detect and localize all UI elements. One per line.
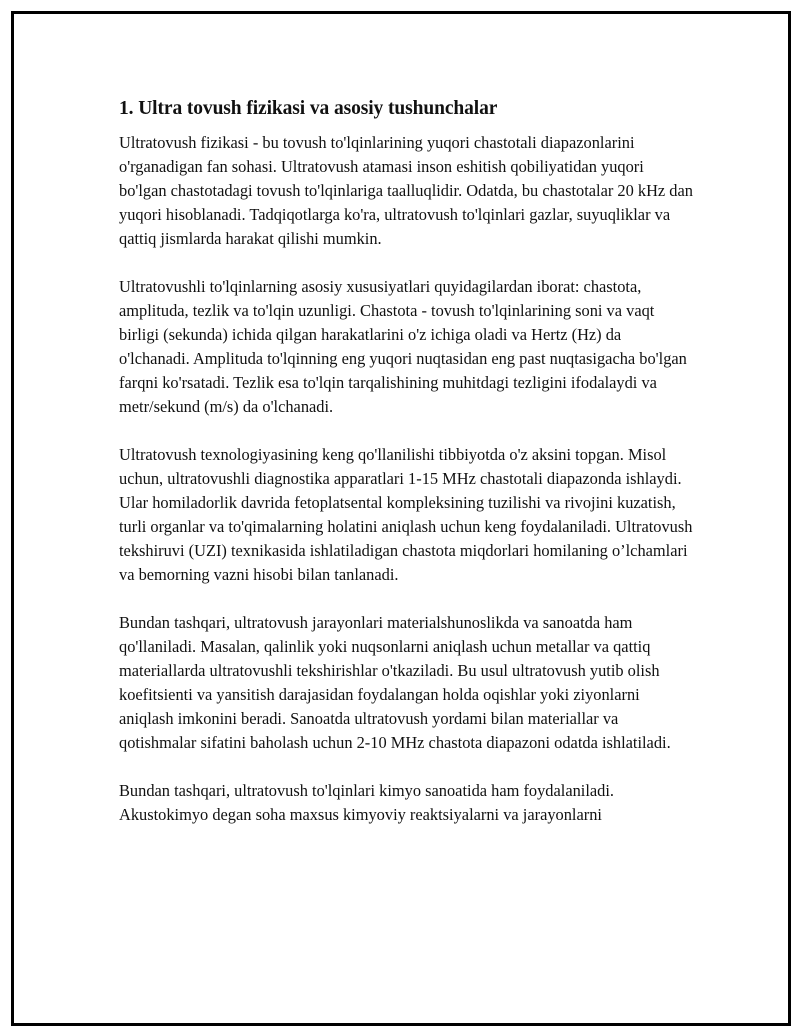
section-heading: 1. Ultra tovush fizikasi va asosiy tushunchalar [119,98,498,119]
page-content [119,95,694,851]
document-page [11,11,791,1026]
paragraph-5: Bundan tashqari, ultratovush to'lqinlari kimyo sanoatida ham foydalaniladi. Akustokimyo degan soha maxsus kimyoviy reaktsiyalarni va jarayonlarni [119,781,615,824]
paragraph-3: Ultratovush texnologiyasining keng qo'llanilishi tibbiyotda o'z aksini topgan. Misol uchun, ultratovushli diagnostika apparatlari 1-15 MHz chastotali diapazonda ishlaydi. Ular homiladorlik davrida fetoplatsental kompleksining tuzilishi va rivojini kuzatish, turli organlar va to'qimalarning holatini aniqlash uchun keng foydalaniladi. Ultratovush tekshiruvi (UZI) texnikasida ishlatiladigan chastota miqdorlari homilaning o’lchamlari va bemorning vazni hisobi bilan tanlanadi. [119,445,693,584]
paragraph-1: Ultratovush fizikasi - bu tovush to'lqinlarining yuqori chastotali diapazonlarini o'rganadigan fan sohasi. Ultratovush atamasi inson eshitish qobiliyatidan yuqori bo'lgan chastotadagi tovush to'lqinlariga taalluqlidir. Odatda, bu chastotalar 20 kHz dan yuqori hisoblanadi. Tadqiqotlarga ko'ra, ultratovush to'lqinlari gazlar, suyuqliklar va qattiq jismlarda harakat qilishi mumkin. [119,133,693,248]
paragraph-2: Ultratovushli to'lqinlarning asosiy xususiyatlari quyidagilardan iborat: chastota, amplituda, tezlik va to'lqin uzunligi. Chastota - tovush to'lqinlarining soni va vaqt birligi (sekunda) ichida qilgan harakatlarini o'z ichiga oladi va Hertz (Hz) da o'lchanadi. Amplituda to'lqinning eng yuqori nuqtasidan eng past nuqtasigacha bo'lgan farqni ko'rsatadi. Tezlik esa to'lqin tarqalishining muhitdagi tezligini ifodalaydi va metr/sekund (m/s) da o'lchanadi. [119,277,687,416]
paragraph-4: Bundan tashqari, ultratovush jarayonlari materialshunoslikda va sanoatda ham qo'llaniladi. Masalan, qalinlik yoki nuqsonlarni aniqlash uchun metallar va qattiq materiallarda ultratovushli tekshirishlar o'tkaziladi. Bu usul ultratovush yutib olish koefitsienti va yansitish darajasidan foydalangan holda oqishlar yoki ziyonlarni aniqlash imkonini beradi. Sanoatda ultratovush yordami bilan materiallar va qotishmalar sifatini baholash uchun 2-10 MHz chastota diapazoni odatda ishlatiladi. [119,613,671,752]
